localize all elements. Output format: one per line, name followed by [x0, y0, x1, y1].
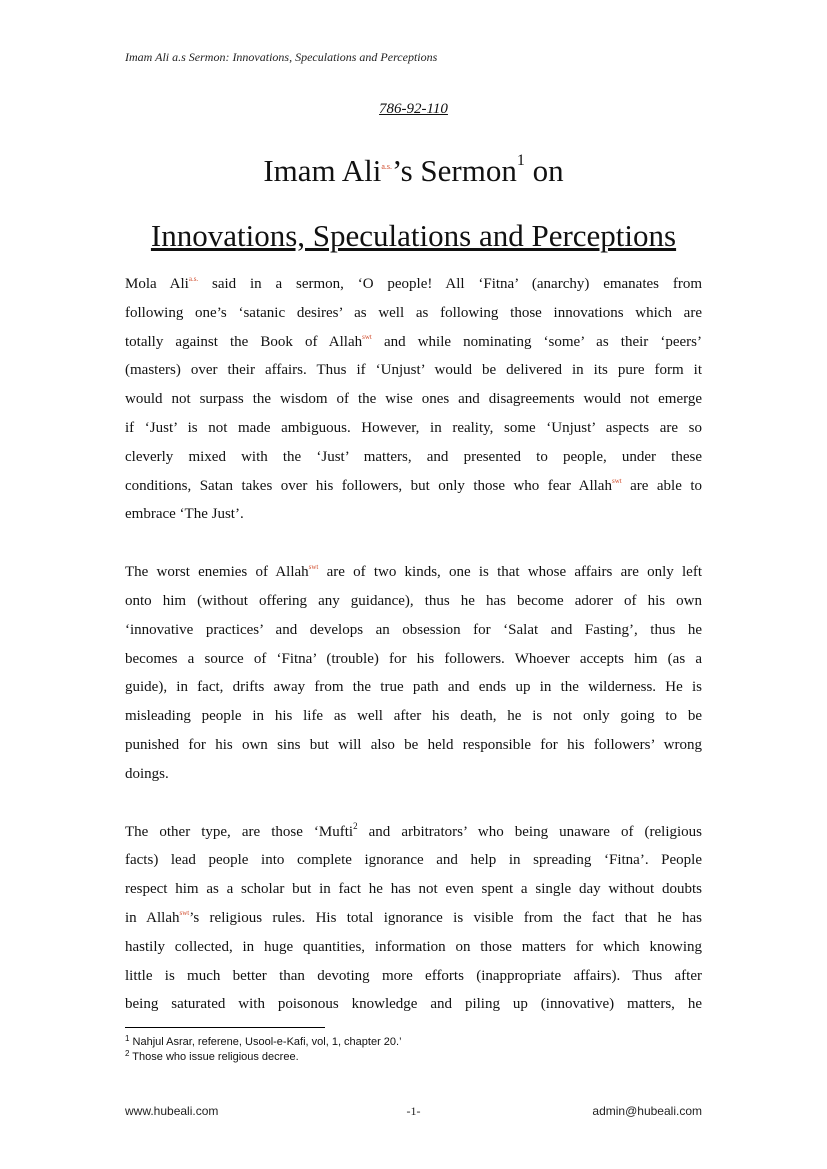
footer-email: admin@hubeali.com	[592, 1104, 702, 1118]
paragraph-1	[125, 270, 702, 529]
text-line: embrace ‘The Just’.	[125, 506, 244, 523]
running-header: Imam Ali a.s Sermon: Innovations, Speculations and Perceptions	[125, 50, 438, 64]
title-footnote-ref: 1	[516, 152, 525, 169]
text-line: onto him (without offering any guidance), thus he has become adorer of his own	[125, 592, 702, 609]
text-line: (masters) over their affairs. Thus if ‘Unjust’ would be delivered in its pure form it	[125, 362, 702, 379]
text-line: guide), in fact, drifts away from the true path and ends up in the wilderness. He is	[125, 679, 702, 696]
text-line: misleading people in his life as well after his death, he is not only going to be	[125, 708, 702, 725]
text-line: facts) lead people into complete ignorance and help in spreading ‘Fitna’. People	[125, 852, 702, 869]
text-line: conditions, Satan takes over his followers, but only those who fear Allah$^{swt}$ are able to	[125, 476, 702, 494]
swt-mark: swt	[308, 563, 319, 572]
text-line: hastily collected, in huge quantities, information on those matters for which knowing	[125, 938, 702, 955]
swt-mark: swt	[611, 476, 622, 485]
footnote-1: $^1$ Nahjul Asrar, referene, Usool-e-Kafi, vol, 1, chapter 20.’	[125, 1034, 402, 1048]
text-line: The other type, are those ‘Mufti$^2$ and arbitrators’ who being unaware of (religious	[125, 820, 703, 840]
title-as-mark: a.s.	[381, 162, 392, 171]
text-line: ‘innovative practices’ and develops an obsession for ‘Salat and Fasting’, thus he	[125, 621, 702, 638]
title-part2: ’s Sermon	[392, 153, 517, 188]
swt-mark: swt	[362, 332, 372, 341]
paragraph-2	[125, 558, 702, 788]
page-subtitle: Innovations, Speculations and Perceptions	[150, 218, 677, 253]
text-line: in Allah$^{swt}$’s religious rules. His total ignorance is visible from the fact that he has	[125, 908, 702, 926]
footnote-divider	[125, 1027, 325, 1028]
text-line: cleverly mixed with the ‘Just’ matters, and presented to people, under these	[125, 448, 702, 465]
text-line: if ‘Just’ is not made ambiguous. However, in reality, some ‘Unjust’ aspects are so	[125, 419, 702, 436]
swt-mark: swt	[179, 908, 190, 917]
text-line: little is much better than devoting more efforts (inappropriate affairs). Thus after	[125, 967, 702, 984]
footnote-ref-2: 2	[353, 820, 358, 831]
text-line: becomes a source of ‘Fitna’ (trouble) for his followers. Whoever accepts him (as a	[125, 650, 702, 667]
page-number: -1-	[406, 1104, 421, 1118]
title-part1: Imam Ali	[263, 153, 382, 188]
text-line: totally against the Book of Allah$^{swt}$ and while nominating ‘some’ as their ‘peers’	[125, 332, 702, 350]
footer-website: www.hubeali.com	[125, 1104, 219, 1118]
text-line: doings.	[125, 765, 169, 782]
document-body	[125, 270, 702, 1019]
as-mark: a.s.	[188, 275, 199, 283]
footnotes	[125, 1035, 402, 1065]
text-line: would not surpass the wisdom of the wise ones and disagreements would not emerge	[125, 391, 702, 408]
text-line: being saturated with poisonous knowledge and piling up (innovative) matters, he	[125, 996, 702, 1013]
text-line: The worst enemies of Allah$^{swt}$ are of two kinds, one is that whose affairs are only left	[125, 563, 703, 581]
document-code: 786-92-110	[379, 101, 448, 117]
text-line: respect him as a scholar but in fact he has not even spent a single day without doubts	[125, 881, 702, 898]
title-part3: on	[524, 153, 564, 188]
text-line: punished for his own sins but will also be held responsible for his followers’ wrong	[125, 736, 702, 753]
paragraph-3	[125, 818, 702, 1020]
text-line: Mola Ali$^{a.s.}$ said in a sermon, ‘O people! All ‘Fitna’ (anarchy) emanates from	[125, 275, 702, 292]
text-line: following one’s ‘satanic desires’ as well as following those innovations which are	[125, 304, 702, 321]
footnote-2: $^2$ Those who issue religious decree.	[125, 1049, 299, 1063]
page-title	[0, 141, 827, 191]
